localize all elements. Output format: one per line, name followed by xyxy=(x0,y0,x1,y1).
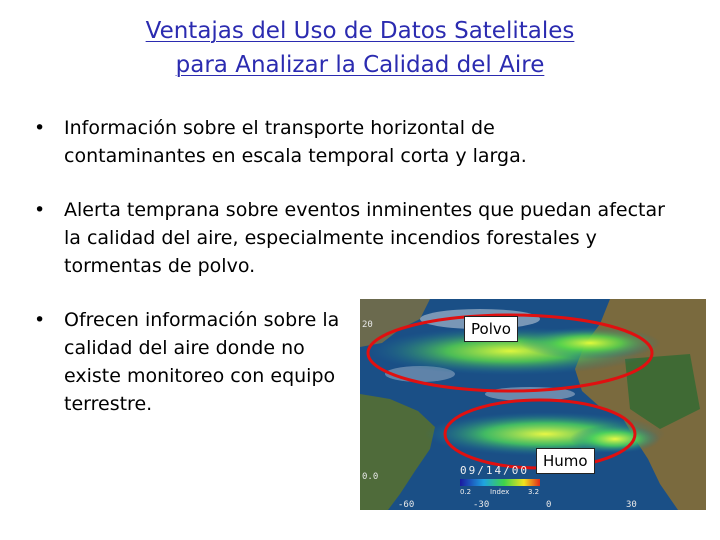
lon-label: 30 xyxy=(626,500,637,510)
lon-label: 0 xyxy=(546,500,552,510)
lat-label: 0.0 xyxy=(362,472,379,482)
bullet-text: Alerta temprana sobre eventos inminentes que puedan afectar la calidad del aire, especialmente incendios forestales y tormentas de polvo. xyxy=(64,199,665,277)
title-line-1: Ventajas del Uso de Datos Satelitales xyxy=(145,18,575,44)
dust-plume xyxy=(520,327,660,359)
scale-min-label: 0.2 xyxy=(460,488,472,496)
lat-label: 20 xyxy=(362,320,373,330)
bullet-marker: • xyxy=(34,117,46,139)
lon-label: -30 xyxy=(473,500,490,510)
bullet-text: Información sobre el transporte horizontal de contaminantes en escala temporal corta y larga. xyxy=(64,117,527,167)
scale-index-label: Index xyxy=(490,488,510,496)
color-scale-bar xyxy=(460,479,540,486)
scale-max-label: 3.2 xyxy=(528,488,540,496)
bullet-marker: • xyxy=(34,309,46,331)
date-stamp: 09/14/00 xyxy=(460,464,529,477)
satellite-image xyxy=(360,299,706,510)
bullet-marker: • xyxy=(34,199,46,221)
smoke-label: Humo xyxy=(536,448,595,474)
slide-title xyxy=(60,14,660,82)
title-line-2: para Analizar la Calidad del Aire xyxy=(175,52,545,78)
satellite-map-svg xyxy=(360,299,706,510)
lon-label: -60 xyxy=(398,500,415,510)
dust-label: Polvo xyxy=(464,316,518,342)
bullet-text: Ofrecen información sobre la calidad del aire donde no existe monitoreo con equipo terrestre. xyxy=(64,309,340,415)
